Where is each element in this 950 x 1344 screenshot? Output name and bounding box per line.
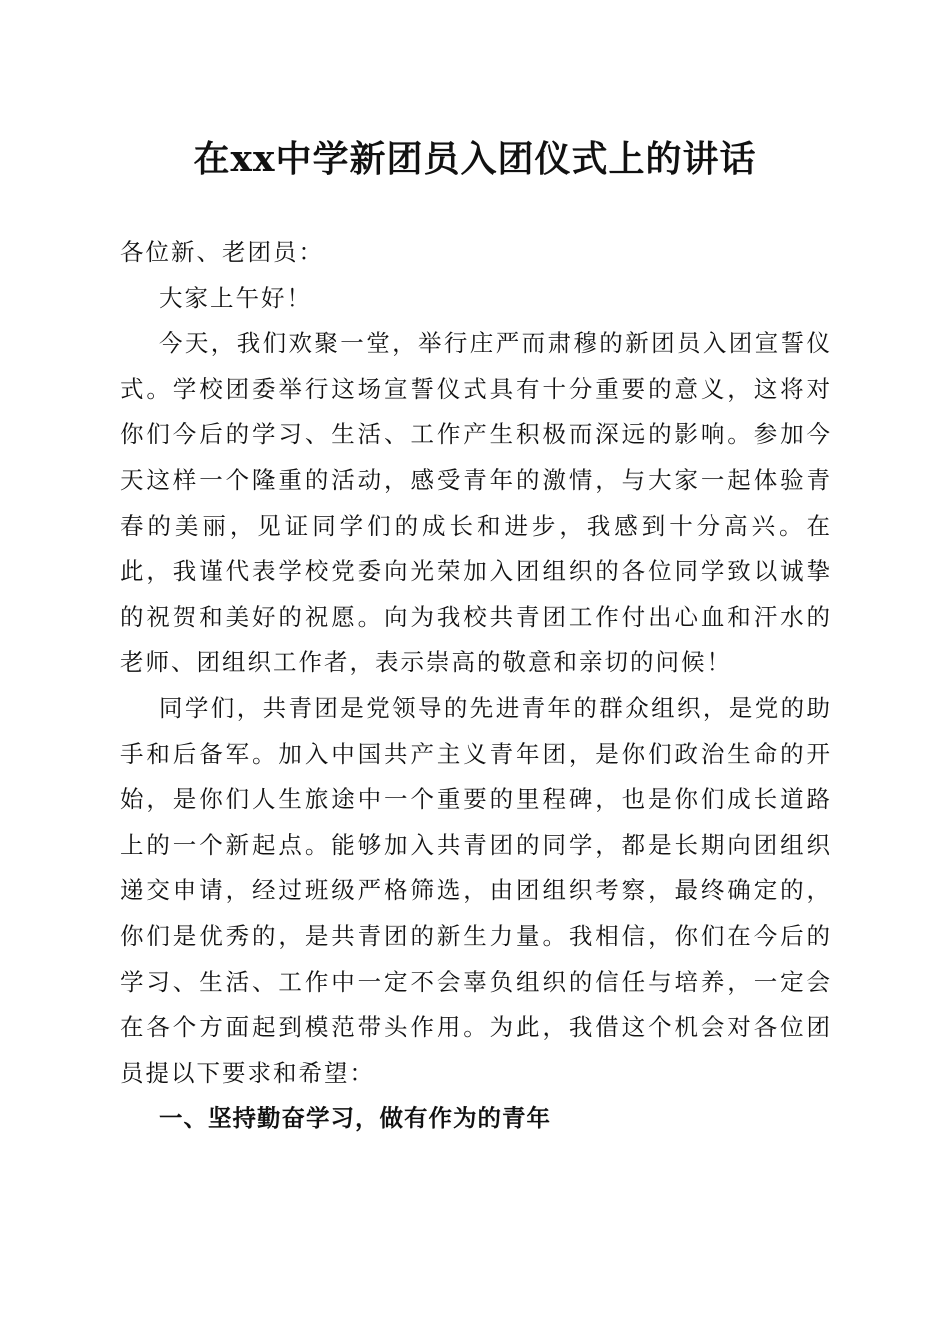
document-body [120,230,832,1142]
section-heading-1: 一、坚持勤奋学习，做有作为的青年 [159,1104,551,1133]
document-title: 在xx中学新团员入团仪式上的讲话 [193,138,757,180]
salutation: 各位新、老团员： [120,238,324,266]
paragraph-youth-league: 同学们，共青团是党领导的先进青年的群众组织，是党的助手和后备军。加入中国共产主义青年团，是你们政治生命的开始，是你们人生旅途中一个重要的里程碑，也是你们成长道路上的一个新起点。能够加入共青团的同学，都是长期向团组织递交申请，经过班级严格筛选，由团组织考察，最终确定的，你们是优秀的，是共青团的新生力量。我相信，你们在今后的学习、生活、工作中一定不会辜负组织的信任与培养，一定会在各个方面起到模范带头作用。为此，我借这个机会对各位团员提以下要求和希望： [120,693,832,1087]
greeting: 大家上午好！ [159,283,312,312]
paragraph-opening: 今天，我们欢聚一堂，举行庄严而肃穆的新团员入团宣誓仪式。学校团委举行这场宣誓仪式具有十分重要的意义，这将对你们今后的学习、生活、工作产生积极而深远的影响。参加今天这样一个隆重的活动，感受青年的激情，与大家一起体验青春的美丽，见证同学们的成长和进步，我感到十分高兴。在此，我谨代表学校党委向光荣加入团组织的各位同学致以诚挚的祝贺和美好的祝愿。向为我校共青团工作付出心血和汗水的老师、团组织工作者，表示崇高的敬意和亲切的问候！ [120,329,832,677]
